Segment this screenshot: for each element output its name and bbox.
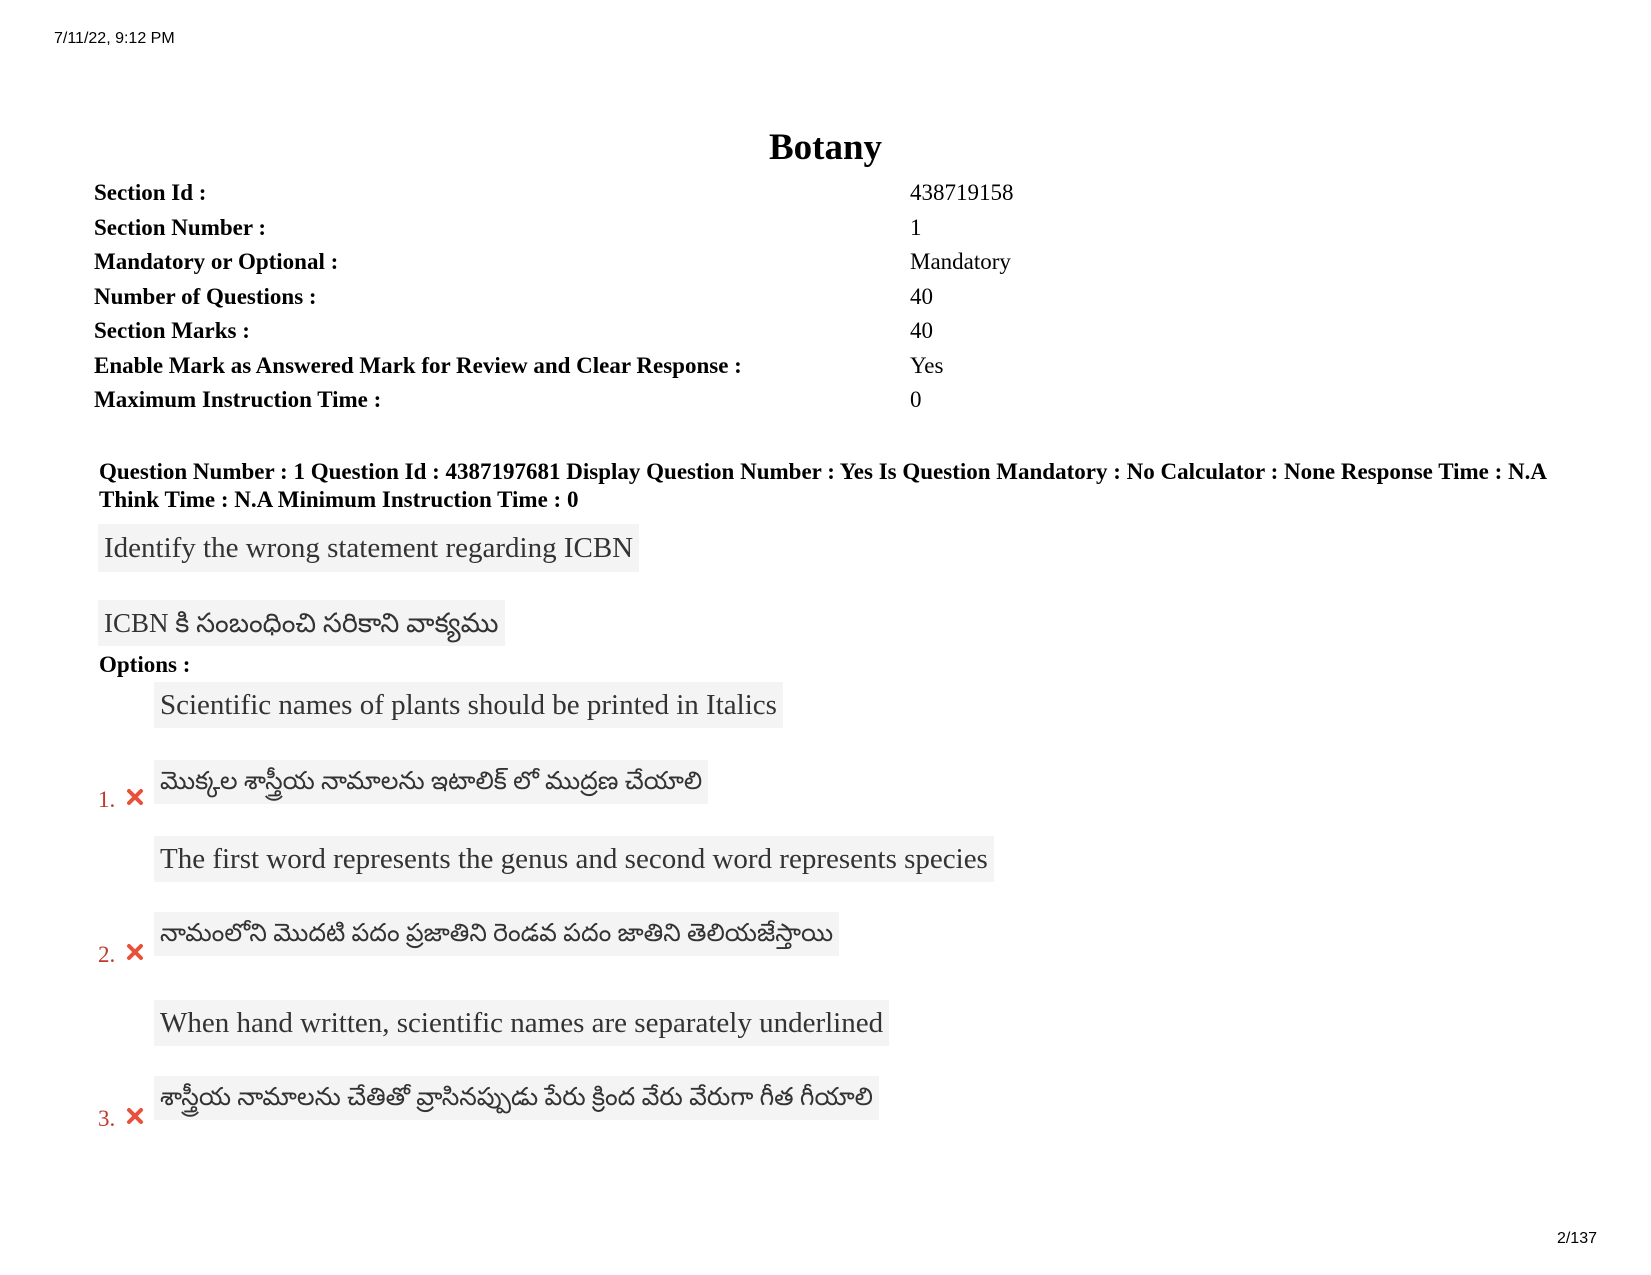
- info-value: 438719158: [910, 180, 1014, 205]
- info-value: 40: [910, 283, 933, 309]
- question-text-english: Identify the wrong statement regarding ICBN: [98, 524, 639, 572]
- cross-icon: [126, 788, 144, 806]
- section-title: Botany: [768, 127, 883, 168]
- options-label: Options :: [99, 652, 191, 677]
- info-label: Mandatory or Optional :: [94, 249, 339, 274]
- info-label: Maximum Instruction Time :: [94, 387, 382, 412]
- info-value: Mandatory: [910, 249, 1011, 274]
- cross-icon: [126, 943, 144, 961]
- info-value: 0: [910, 387, 922, 412]
- print-date: 7/11/22, 9:12 PM: [54, 30, 175, 47]
- page-number: 2/137: [1556, 1230, 1597, 1247]
- question-text-telugu: ICBN కి సంబంధించి సరికాని వాక్యము: [98, 600, 505, 646]
- info-row-question-count: [94, 280, 1294, 315]
- info-row-instruction-time: [94, 383, 1294, 418]
- info-value: 1: [910, 214, 922, 240]
- option-2-text-english: The first word represents the genus and second word represents species: [154, 836, 994, 882]
- info-label: Section Marks :: [94, 318, 250, 343]
- option-1-text-telugu: మొక్కల శాస్త్రీయ నామాలను ఇటాలిక్ లో ముద్రణ చేయాలి: [154, 760, 708, 804]
- info-label: Number of Questions :: [94, 283, 317, 309]
- info-label: Section Number :: [94, 214, 267, 240]
- option-3-text-telugu: శాస్త్రీయ నామాలను చేతితో వ్రాసినప్పుడు పేరు క్రింద వేరు వేరుగా గీత గీయాలి: [154, 1076, 879, 1120]
- info-label: Enable Mark as Answered Mark for Review and Clear Response :: [94, 352, 742, 378]
- info-value: 40: [910, 318, 933, 343]
- option-2-number: 2.: [98, 942, 116, 967]
- info-row-mandatory: [94, 245, 1294, 280]
- section-info-table: [94, 176, 1294, 418]
- info-row-mark-review: [94, 349, 1294, 384]
- option-3-text-english: When hand written, scientific names are separately underlined: [154, 1000, 889, 1046]
- info-row-section-number: [94, 211, 1294, 246]
- info-row-section-marks: [94, 314, 1294, 349]
- option-1-number: 1.: [98, 787, 116, 812]
- info-value: Yes: [910, 352, 944, 378]
- option-3-number: 3.: [98, 1106, 116, 1131]
- question-header: Question Number : 1 Question Id : 4387197681 Display Question Number : Yes Is Question Mandatory : No Calculator : None Response Time : N.A Think Time : N.A Minimum Instruction Time : 0: [99, 459, 1546, 512]
- option-1-text-english: Scientific names of plants should be printed in Italics: [154, 682, 783, 728]
- info-label: Section Id :: [94, 180, 207, 205]
- info-row-section-id: [94, 176, 1294, 211]
- option-2-text-telugu: నామంలోని మొదటి పదం ప్రజాతిని రెండవ పదం జాతిని తెలియజేస్తాయి: [154, 912, 839, 956]
- cross-icon: [126, 1107, 144, 1125]
